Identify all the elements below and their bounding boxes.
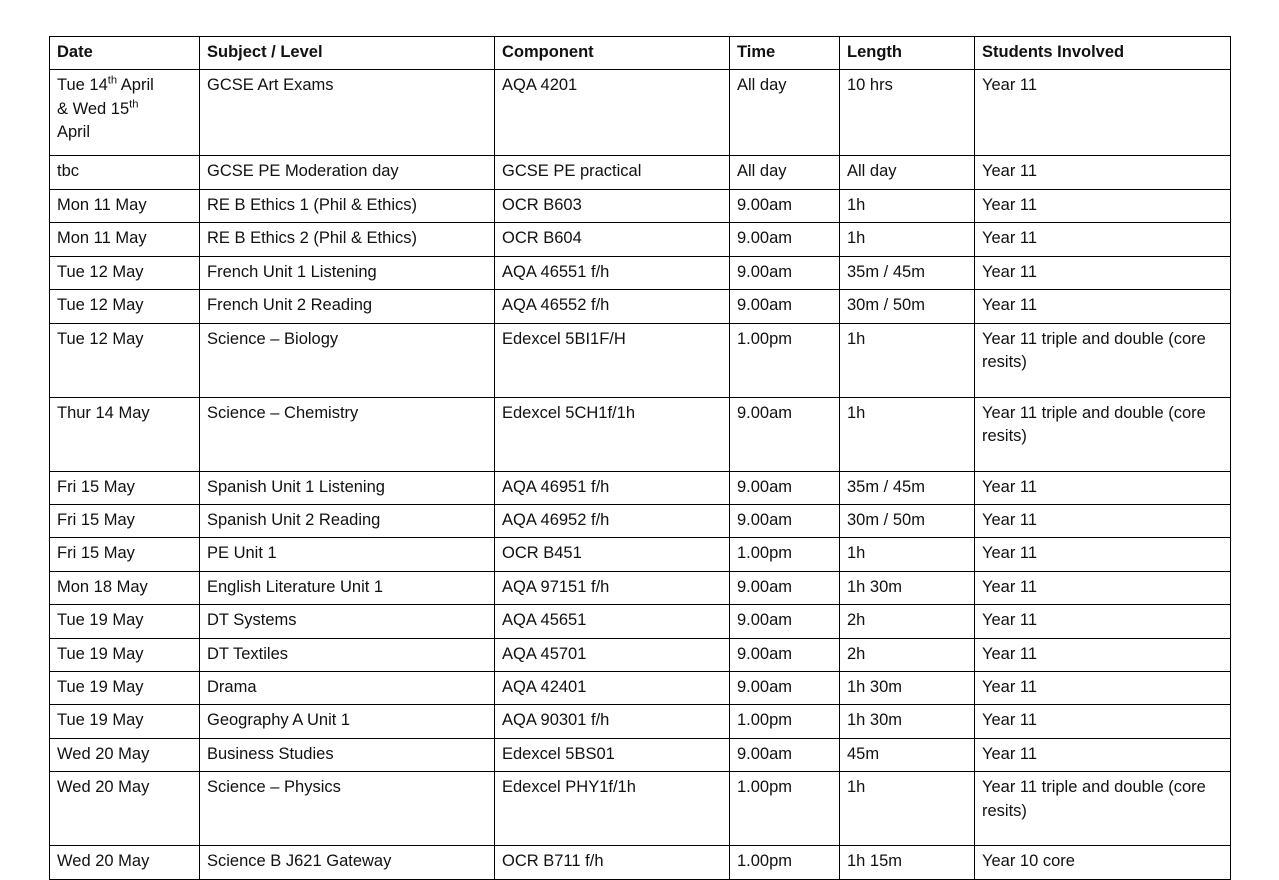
- cell-subject: French Unit 2 Reading: [200, 290, 495, 323]
- cell-component: AQA 46951 f/h: [495, 471, 730, 504]
- cell-length: 1h 30m: [840, 672, 975, 705]
- cell-subject: Drama: [200, 672, 495, 705]
- cell-students: Year 11: [975, 290, 1231, 323]
- cell-subject: GCSE Art Exams: [200, 70, 495, 156]
- table-row: [50, 256, 1231, 289]
- cell-date: Mon 18 May: [50, 571, 200, 604]
- table-row: [50, 846, 1231, 879]
- cell-students: Year 11: [975, 738, 1231, 771]
- cell-time: 1.00pm: [730, 846, 840, 879]
- cell-component: AQA 46552 f/h: [495, 290, 730, 323]
- cell-students: Year 11: [975, 538, 1231, 571]
- cell-time: 1.00pm: [730, 772, 840, 846]
- cell-component: Edexcel 5CH1f/1h: [495, 397, 730, 471]
- cell-length: 30m / 50m: [840, 504, 975, 537]
- cell-subject: RE B Ethics 2 (Phil & Ethics): [200, 223, 495, 256]
- cell-subject: Spanish Unit 1 Listening: [200, 471, 495, 504]
- date-ordinal-suffix-2: th: [129, 98, 139, 111]
- date-text-part1: Tue 14: [57, 76, 108, 95]
- cell-date: Fri 15 May: [50, 538, 200, 571]
- cell-time: 9.00am: [730, 223, 840, 256]
- cell-time: 9.00am: [730, 290, 840, 323]
- cell-component: OCR B711 f/h: [495, 846, 730, 879]
- cell-component: Edexcel 5BS01: [495, 738, 730, 771]
- cell-date: Fri 15 May: [50, 504, 200, 537]
- exam-timetable: [49, 36, 1231, 880]
- column-header-date: Date: [50, 37, 200, 70]
- cell-date: Tue 19 May: [50, 638, 200, 671]
- table-row: [50, 571, 1231, 604]
- date-text-part3: & Wed 15: [57, 99, 130, 118]
- cell-component: AQA 45701: [495, 638, 730, 671]
- cell-length: 1h: [840, 397, 975, 471]
- cell-time: 9.00am: [730, 738, 840, 771]
- table-row: [50, 605, 1231, 638]
- cell-component: GCSE PE practical: [495, 156, 730, 189]
- cell-component: AQA 42401: [495, 672, 730, 705]
- cell-subject: Science – Chemistry: [200, 397, 495, 471]
- cell-length: 1h: [840, 189, 975, 222]
- table-row: [50, 471, 1231, 504]
- table-row: [50, 504, 1231, 537]
- cell-subject: Business Studies: [200, 738, 495, 771]
- cell-date: Wed 20 May: [50, 738, 200, 771]
- cell-time: 1.00pm: [730, 323, 840, 397]
- column-header-time: Time: [730, 37, 840, 70]
- cell-time: 9.00am: [730, 256, 840, 289]
- cell-date: [50, 70, 200, 156]
- table-row: [50, 189, 1231, 222]
- cell-date: Thur 14 May: [50, 397, 200, 471]
- cell-time: 9.00am: [730, 504, 840, 537]
- cell-subject: French Unit 1 Listening: [200, 256, 495, 289]
- cell-students: Year 11 triple and double (core resits): [975, 397, 1231, 471]
- cell-date: Wed 20 May: [50, 772, 200, 846]
- cell-length: All day: [840, 156, 975, 189]
- table-row: [50, 156, 1231, 189]
- cell-length: 1h 30m: [840, 571, 975, 604]
- cell-date: Tue 12 May: [50, 323, 200, 397]
- cell-students: Year 10 core: [975, 846, 1231, 879]
- cell-students: Year 11: [975, 504, 1231, 537]
- table-row: [50, 538, 1231, 571]
- table-row: [50, 397, 1231, 471]
- cell-subject: RE B Ethics 1 (Phil & Ethics): [200, 189, 495, 222]
- cell-length: 1h: [840, 538, 975, 571]
- cell-time: 9.00am: [730, 471, 840, 504]
- table-row: [50, 705, 1231, 738]
- cell-students: Year 11: [975, 256, 1231, 289]
- cell-date: Tue 19 May: [50, 672, 200, 705]
- cell-time: All day: [730, 70, 840, 156]
- column-header-component: Component: [495, 37, 730, 70]
- cell-length: 35m / 45m: [840, 256, 975, 289]
- cell-students: Year 11: [975, 571, 1231, 604]
- table-row: [50, 772, 1231, 846]
- exam-timetable-wrapper: [49, 36, 1230, 880]
- column-header-length: Length: [840, 37, 975, 70]
- cell-length: 2h: [840, 638, 975, 671]
- cell-component: OCR B603: [495, 189, 730, 222]
- table-body: [50, 70, 1231, 879]
- cell-date: tbc: [50, 156, 200, 189]
- cell-length: 1h: [840, 772, 975, 846]
- cell-students: Year 11: [975, 471, 1231, 504]
- cell-length: 1h 30m: [840, 705, 975, 738]
- cell-component: AQA 46952 f/h: [495, 504, 730, 537]
- cell-component: AQA 90301 f/h: [495, 705, 730, 738]
- cell-students: Year 11 triple and double (core resits): [975, 323, 1231, 397]
- cell-length: 10 hrs: [840, 70, 975, 156]
- cell-students: Year 11: [975, 223, 1231, 256]
- table-row: [50, 638, 1231, 671]
- cell-students: Year 11 triple and double (core resits): [975, 772, 1231, 846]
- table-row: [50, 672, 1231, 705]
- cell-length: 2h: [840, 605, 975, 638]
- table-row: [50, 323, 1231, 397]
- cell-students: Year 11: [975, 70, 1231, 156]
- date-text-part2: April: [117, 76, 154, 95]
- cell-date: Tue 12 May: [50, 290, 200, 323]
- cell-component: AQA 46551 f/h: [495, 256, 730, 289]
- cell-time: 9.00am: [730, 605, 840, 638]
- cell-time: 1.00pm: [730, 538, 840, 571]
- cell-length: 35m / 45m: [840, 471, 975, 504]
- cell-subject: Science B J621 Gateway: [200, 846, 495, 879]
- cell-component: AQA 4201: [495, 70, 730, 156]
- cell-length: 30m / 50m: [840, 290, 975, 323]
- cell-time: 1.00pm: [730, 705, 840, 738]
- cell-subject: English Literature Unit 1: [200, 571, 495, 604]
- cell-students: Year 11: [975, 672, 1231, 705]
- cell-time: All day: [730, 156, 840, 189]
- cell-length: 1h: [840, 323, 975, 397]
- cell-subject: Spanish Unit 2 Reading: [200, 504, 495, 537]
- table-row: [50, 290, 1231, 323]
- cell-time: 9.00am: [730, 638, 840, 671]
- cell-students: Year 11: [975, 189, 1231, 222]
- cell-date: Fri 15 May: [50, 471, 200, 504]
- cell-subject: DT Systems: [200, 605, 495, 638]
- cell-subject: Science – Physics: [200, 772, 495, 846]
- column-header-subject: Subject / Level: [200, 37, 495, 70]
- date-ordinal-suffix: th: [107, 74, 118, 87]
- table-row: [50, 738, 1231, 771]
- cell-component: AQA 97151 f/h: [495, 571, 730, 604]
- cell-component: Edexcel PHY1f/1h: [495, 772, 730, 846]
- cell-date: Mon 11 May: [50, 223, 200, 256]
- cell-date: Wed 20 May: [50, 846, 200, 879]
- cell-component: OCR B604: [495, 223, 730, 256]
- cell-component: AQA 45651: [495, 605, 730, 638]
- cell-students: Year 11: [975, 156, 1231, 189]
- cell-date: Mon 11 May: [50, 189, 200, 222]
- cell-component: Edexcel 5BI1F/H: [495, 323, 730, 397]
- header-row: [50, 37, 1231, 70]
- cell-subject: Science – Biology: [200, 323, 495, 397]
- cell-subject: DT Textiles: [200, 638, 495, 671]
- cell-length: 1h 15m: [840, 846, 975, 879]
- table-header: [50, 37, 1231, 70]
- cell-length: 1h: [840, 223, 975, 256]
- cell-subject: GCSE PE Moderation day: [200, 156, 495, 189]
- cell-time: 9.00am: [730, 571, 840, 604]
- date-text-part4: April: [57, 123, 91, 142]
- cell-students: Year 11: [975, 605, 1231, 638]
- cell-subject: Geography A Unit 1: [200, 705, 495, 738]
- cell-length: 45m: [840, 738, 975, 771]
- cell-time: 9.00am: [730, 397, 840, 471]
- column-header-students: Students Involved: [975, 37, 1231, 70]
- table-row: [50, 223, 1231, 256]
- cell-date: Tue 19 May: [50, 705, 200, 738]
- cell-students: Year 11: [975, 638, 1231, 671]
- cell-date: Tue 12 May: [50, 256, 200, 289]
- cell-time: 9.00am: [730, 672, 840, 705]
- cell-time: 9.00am: [730, 189, 840, 222]
- cell-component: OCR B451: [495, 538, 730, 571]
- cell-subject: PE Unit 1: [200, 538, 495, 571]
- table-row: [50, 70, 1231, 156]
- cell-students: Year 11: [975, 705, 1231, 738]
- cell-date: Tue 19 May: [50, 605, 200, 638]
